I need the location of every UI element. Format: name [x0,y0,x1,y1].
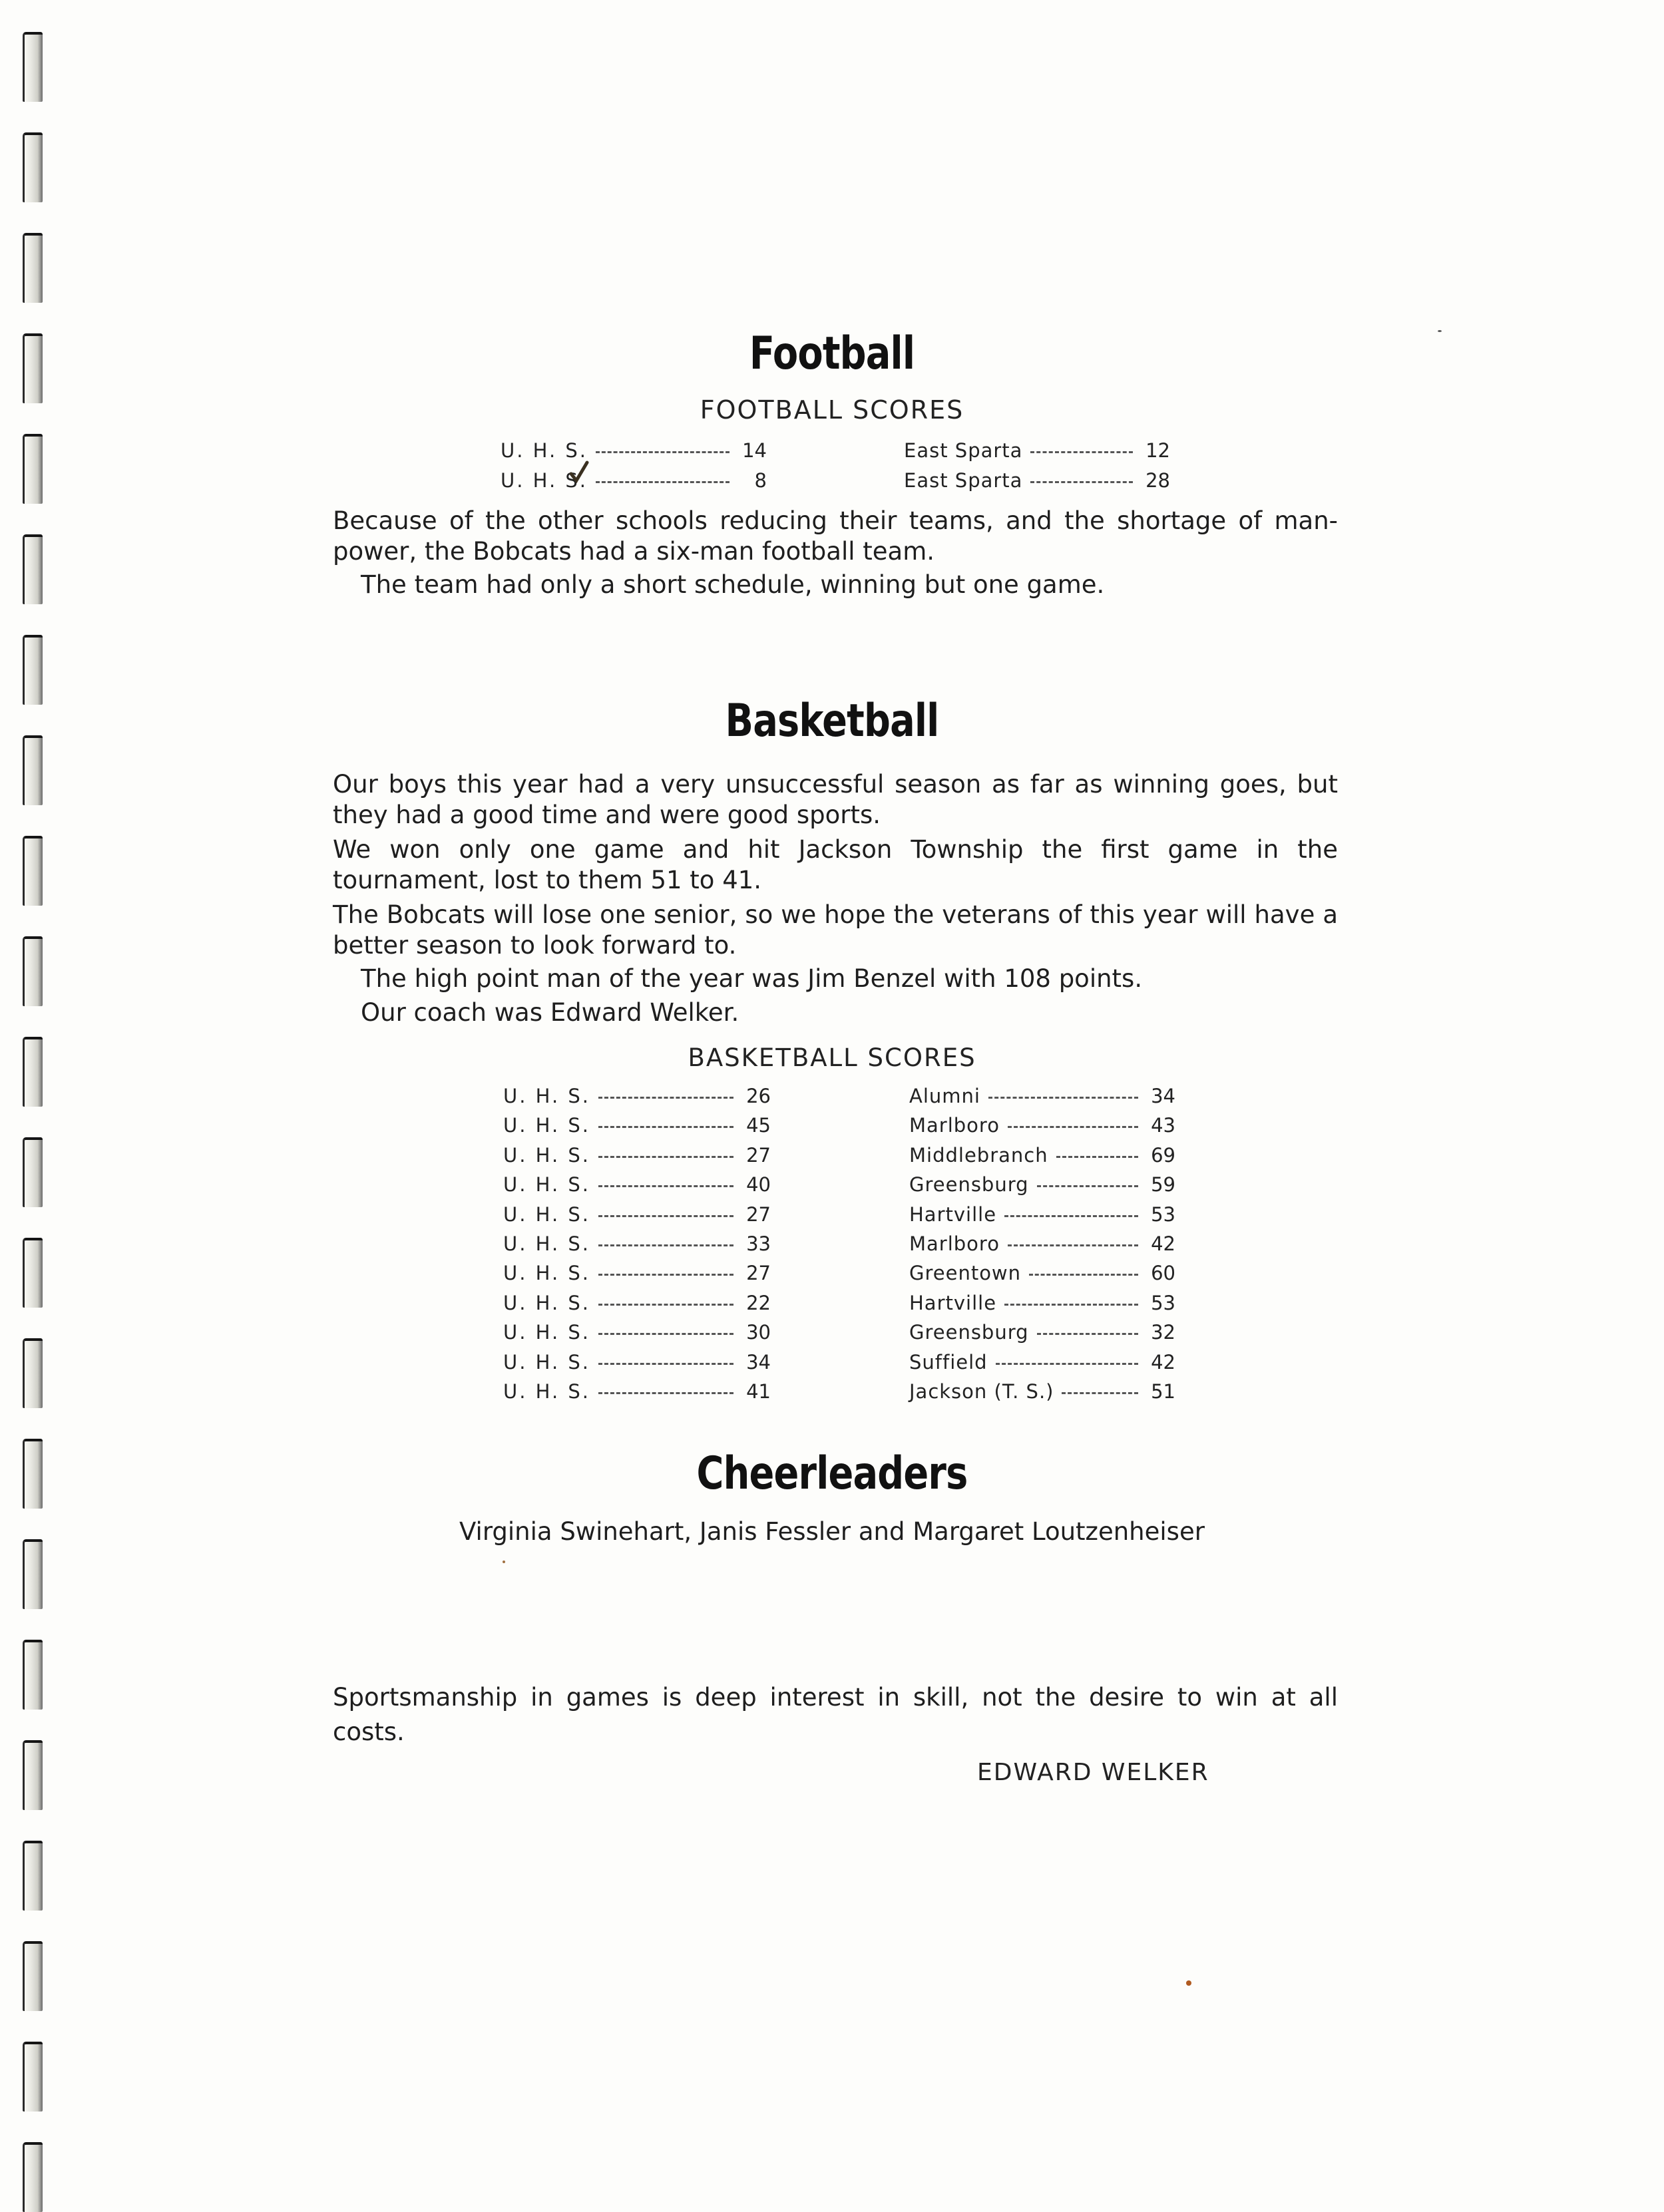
basketball-row [909,1173,1175,1200]
dot-leader [1062,1392,1138,1394]
dot-leader [1037,1185,1138,1187]
paper-speck [1438,330,1442,332]
team-name: U. H. S. [503,1173,591,1197]
dot-leader [1008,1244,1138,1246]
basketball-row [909,1144,1175,1171]
basketball-row [503,1114,771,1141]
dot-leader [596,451,729,453]
basketball-row [909,1351,1175,1378]
dot-leader [598,1392,733,1394]
opponent-name: Jackson (T. S.) [909,1380,1054,1403]
football-paragraph: Because of the other schools reducing their teams, and the shortage of man-power, the Bobcats had a six-man football team. [333,506,1338,566]
dot-leader [1037,1333,1138,1335]
cheerleader-names: Virginia Swinehart, Janis Fessler and Margaret Loutzenheiser [459,1517,1205,1546]
dot-leader [598,1244,733,1246]
team-name: U. H. S. [503,1085,591,1107]
opponent-score: 42 [1151,1350,1175,1374]
dot-leader [596,481,729,483]
team-score: 8 [754,469,767,492]
opponent-score: 69 [1151,1143,1175,1167]
opponent-score: 12 [1145,439,1170,462]
team-score: 30 [746,1321,771,1344]
opponent-name: Marlboro [909,1114,1000,1137]
basketball-row [909,1085,1175,1111]
opponent-name: Middlebranch [909,1143,1048,1167]
team-score: 14 [742,439,767,462]
basketball-row [909,1232,1175,1259]
basketball-row [503,1262,771,1288]
dot-leader [598,1185,733,1187]
football-row [501,439,767,466]
football-paragraph: The team had only a short schedule, winning but one game. [361,570,1105,599]
team-score: 34 [746,1350,771,1374]
team-name: U. H. S. [503,1262,591,1285]
opponent-name: Hartville [909,1202,997,1226]
opponent-score: 53 [1151,1291,1175,1314]
basketball-paragraph: The high point man of the year was Jim Benzel with 108 points. [361,964,1143,993]
opponent-score: 42 [1151,1232,1175,1255]
basketball-paragraph: We won only one game and hit Jackson Township the first game in the tournament, lost to them 51 to 41. [333,835,1338,894]
opponent-name: East Sparta [904,469,1023,492]
opponent-name: Greensburg [909,1321,1029,1344]
basketball-row [503,1351,771,1378]
basketball-row [503,1321,771,1348]
dot-leader [598,1215,733,1217]
football-row [904,439,1170,466]
quote-author: EDWARD WELKER [977,1759,1209,1786]
basketball-row [909,1114,1175,1141]
team-score: 27 [746,1143,771,1167]
opponent-score: 59 [1151,1173,1175,1197]
dot-leader [598,1363,733,1365]
basketball-row [909,1321,1175,1348]
basketball-row [503,1232,771,1259]
opponent-score: 43 [1151,1114,1175,1137]
opponent-score: 51 [1151,1380,1175,1403]
opponent-name: Suffield [909,1350,988,1374]
opponent-score: 28 [1145,469,1170,492]
team-score: 41 [746,1380,771,1403]
team-score: 22 [746,1291,771,1314]
dot-leader [598,1304,733,1306]
cheerleaders-heading: Cheerleaders [696,1447,968,1500]
paper-speck [1186,1980,1191,1986]
basketball-row [503,1380,771,1407]
team-score: 33 [746,1232,771,1255]
dot-leader [1029,1274,1138,1276]
basketball-row [503,1144,771,1171]
team-name: U. H. S. [503,1202,591,1226]
team-score: 27 [746,1262,771,1285]
team-score: 26 [746,1085,771,1107]
opponent-name: Alumni [909,1085,980,1107]
team-name: U. H. S. [501,439,588,462]
dot-leader [598,1333,733,1335]
basketball-row [503,1173,771,1200]
opponent-score: 34 [1151,1085,1175,1107]
dot-leader [1030,451,1133,453]
opponent-name: Hartville [909,1291,997,1314]
dot-leader [988,1097,1138,1099]
basketball-row [503,1085,771,1111]
sportsmanship-quote: Sportsmanship in games is deep interest in skill, not the desire to win at all costs. [333,1683,1338,1746]
opponent-name: East Sparta [904,439,1023,462]
opponent-name: Greentown [909,1262,1022,1285]
basketball-paragraph: The Bobcats will lose one senior, so we hope the veterans of this year will have a better season to look forward to. [333,900,1338,960]
dot-leader [1004,1215,1138,1217]
dot-leader [598,1156,733,1158]
opponent-name: Greensburg [909,1173,1029,1197]
basketball-row [503,1203,771,1230]
dot-leader [1004,1304,1138,1306]
basketball-heading: Basketball [725,695,939,747]
opponent-score: 60 [1151,1262,1175,1285]
opponent-name: Marlboro [909,1232,1000,1255]
dot-leader [598,1097,733,1099]
team-name: U. H. S. [503,1232,591,1255]
basketball-paragraph: Our coach was Edward Welker. [361,998,739,1027]
football-row [501,469,767,496]
team-score: 45 [746,1114,771,1137]
dot-leader [1056,1156,1138,1158]
team-score: 27 [746,1202,771,1226]
team-score: 40 [746,1173,771,1197]
basketball-row [503,1292,771,1318]
opponent-score: 53 [1151,1202,1175,1226]
dot-leader [1008,1126,1138,1128]
dot-leader [598,1126,733,1128]
team-name: U. H. S. [503,1291,591,1314]
team-name: U. H. S. [503,1114,591,1137]
dot-leader [996,1363,1138,1365]
basketball-row [909,1203,1175,1230]
basketball-scores-title: BASKETBALL SCORES [688,1043,976,1072]
opponent-score: 32 [1151,1321,1175,1344]
team-name: U. H. S. [503,1321,591,1344]
basketball-paragraph: Our boys this year had a very unsuccessful season as far as winning goes, but they had a good time and were good sports. [333,770,1338,829]
football-row [904,469,1170,496]
dot-leader [598,1274,733,1276]
team-name: U. H. S. [503,1143,591,1167]
team-name: U. H. S. [501,469,588,492]
basketball-row [909,1292,1175,1318]
basketball-row [909,1262,1175,1288]
football-scores-title: FOOTBALL SCORES [700,395,964,425]
dot-leader [1030,481,1133,483]
team-name: U. H. S. [503,1350,591,1374]
pencil-check-mark [569,461,589,483]
basketball-row [909,1380,1175,1407]
football-heading: Football [749,327,915,380]
paper-speck [503,1561,505,1563]
team-name: U. H. S. [503,1380,591,1403]
